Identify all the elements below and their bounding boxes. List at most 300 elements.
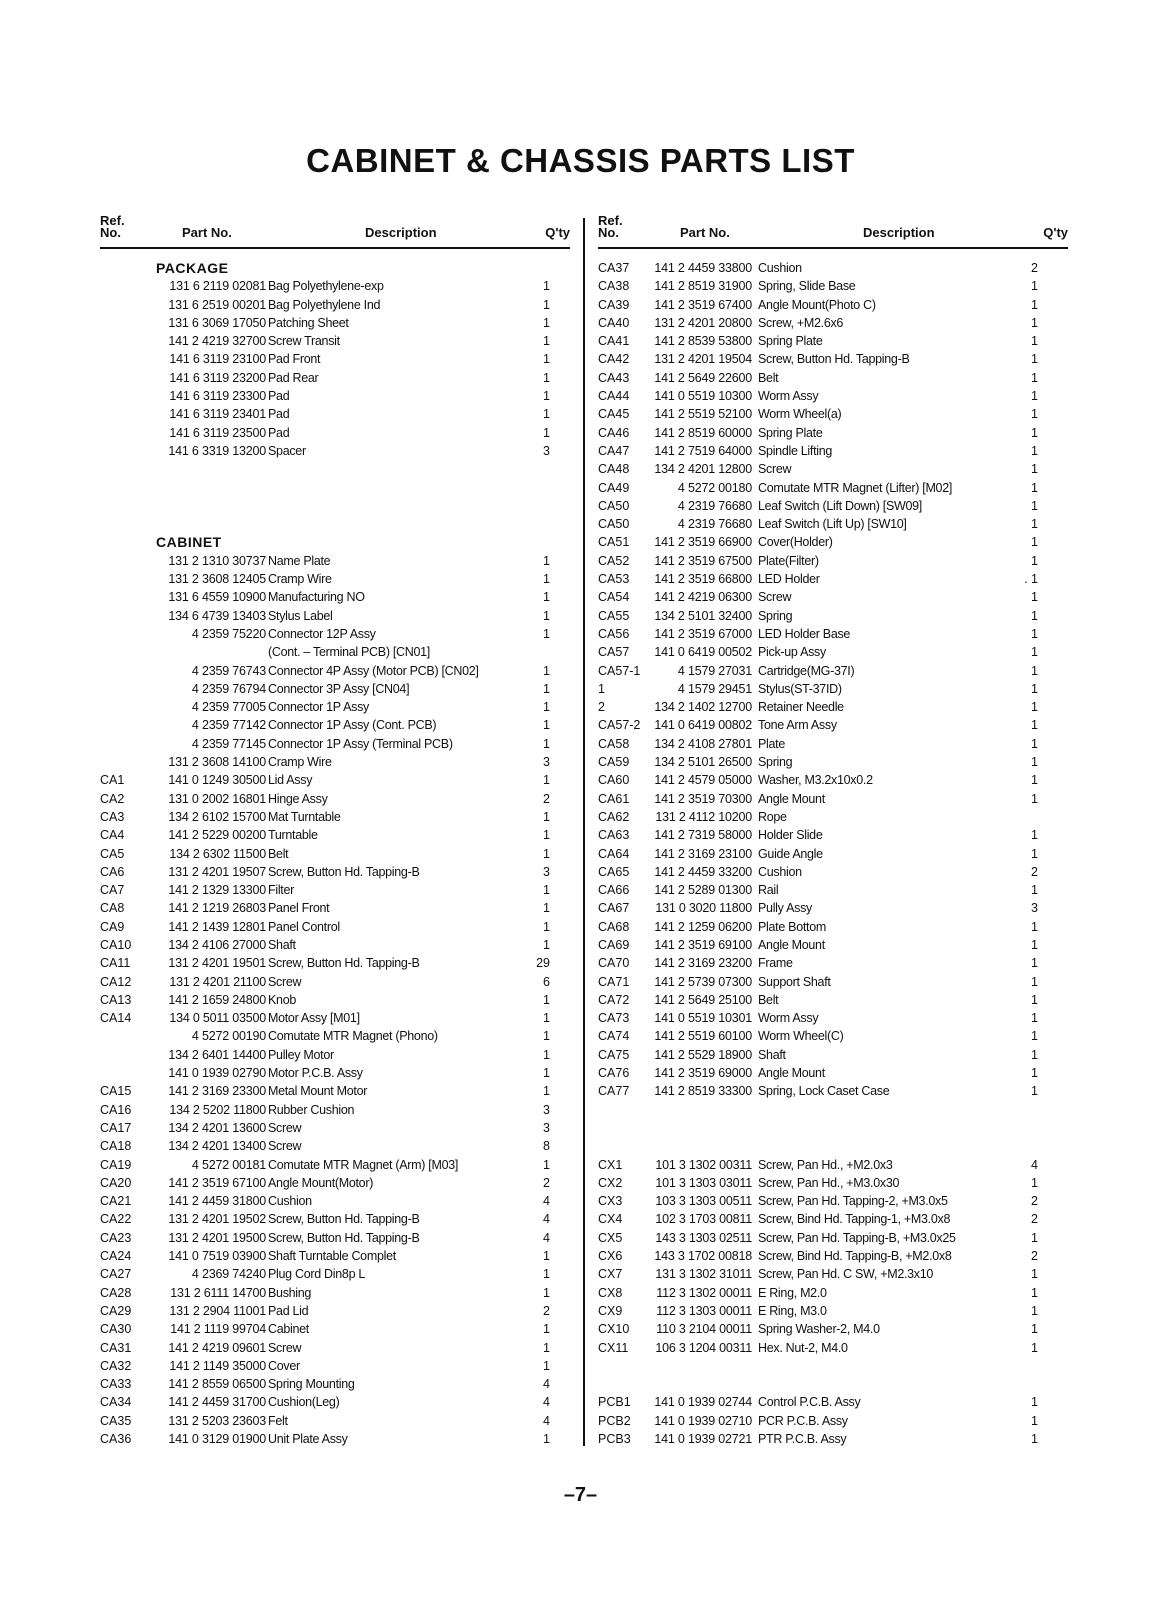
- table-row: [598, 552, 1068, 570]
- ref-cell: CA36: [100, 1432, 132, 1446]
- ref-cell: CX4: [598, 1212, 623, 1227]
- ref-cell: CA42: [598, 352, 630, 367]
- qty-cell: 1: [1031, 535, 1038, 550]
- part-no-cell: 134 2 5101 26500: [654, 755, 752, 770]
- description-cell: Spring Plate: [758, 425, 823, 440]
- qty-cell: 1: [543, 352, 550, 367]
- part-no-cell: 4 2369 74240: [191, 1267, 266, 1282]
- description-cell: Hex. Nut-2, M4.0: [758, 1340, 848, 1355]
- table-row: [598, 533, 1068, 551]
- part-no-cell: 4 2319 76680: [677, 498, 752, 513]
- part-no-cell: 141 2 1219 26803: [168, 901, 266, 916]
- qty-cell: 1: [1031, 1047, 1038, 1062]
- ref-cell: CA11: [100, 956, 131, 971]
- qty-cell: 1: [1031, 1395, 1038, 1410]
- qty-cell: 1: [1031, 791, 1038, 806]
- ref-cell: CA22: [100, 1212, 132, 1227]
- part-no-cell: 131 2 3608 12405: [168, 572, 266, 587]
- description-cell: Spring, Lock Caset Case: [758, 1084, 890, 1099]
- qty-cell: 2: [543, 1175, 550, 1190]
- part-no-cell: 141 6 3319 13200: [168, 443, 266, 458]
- ref-cell: CX11: [598, 1340, 629, 1355]
- part-no-cell: 131 6 2119 02081: [169, 279, 266, 294]
- description-cell: Screw: [758, 462, 792, 477]
- description-cell: Belt: [758, 370, 779, 385]
- ref-cell: CX10: [598, 1322, 630, 1337]
- part-no-cell: 131 2 3608 14100: [168, 755, 266, 770]
- part-no-cell: 101 3 1303 03011: [655, 1175, 752, 1190]
- ref-cell: CA37: [598, 261, 630, 275]
- ref-cell: CA72: [598, 992, 630, 1007]
- part-no-cell: 141 2 3519 67500: [654, 553, 752, 568]
- ref-cell: CA18: [100, 1139, 132, 1154]
- qty-cell: 1: [1031, 553, 1038, 568]
- table-row: [100, 552, 570, 570]
- part-no-cell: 101 3 1302 00311: [655, 1157, 752, 1172]
- table-row: [100, 1247, 570, 1265]
- description-cell: Unit Plate Assy: [268, 1432, 348, 1446]
- qty-cell: 3: [1031, 901, 1038, 916]
- qty-cell: 1: [543, 1066, 550, 1081]
- part-no-cell: 141 6 3119 23401: [169, 407, 266, 422]
- description-cell: Screw, Button Hd. Tapping-B: [268, 1212, 420, 1227]
- part-no-cell: 141 2 3519 70300: [654, 791, 752, 806]
- table-row: [598, 991, 1068, 1009]
- qty-cell: 1: [543, 681, 550, 696]
- qty-cell: 1: [543, 553, 550, 568]
- table-row: [100, 973, 570, 991]
- ref-cell: CA57: [598, 645, 630, 660]
- ref-cell: CA73: [598, 1011, 630, 1026]
- part-no-cell: 141 0 5519 10301: [654, 1011, 752, 1026]
- table-header: [598, 215, 1068, 247]
- part-no-cell: 141 6 3119 23100: [169, 352, 266, 367]
- ref-cell: CA59: [598, 755, 630, 770]
- part-no-cell: 141 2 4459 33200: [654, 864, 752, 879]
- part-no-cell: 141 2 4459 31700: [168, 1395, 266, 1410]
- table-row: [100, 643, 570, 661]
- table-row: [100, 1101, 570, 1119]
- header-qty: Q'ty: [545, 225, 570, 240]
- qty-cell: 3: [543, 755, 550, 770]
- description-cell: Pulley Motor: [268, 1047, 334, 1062]
- description-cell: Manufacturing NO: [268, 590, 365, 605]
- part-no-cell: 4 5272 00181: [191, 1157, 266, 1172]
- table-row: [598, 698, 1068, 716]
- description-cell: Plug Cord Din8p L: [268, 1267, 366, 1282]
- qty-cell: 1: [543, 370, 550, 385]
- part-no-cell: 134 2 5101 32400: [654, 608, 752, 623]
- description-cell: Connector 3P Assy [CN04]: [268, 681, 410, 696]
- description-cell: Cushion(Leg): [268, 1395, 340, 1410]
- ref-cell: CA51: [598, 535, 630, 550]
- description-cell: Control P.C.B. Assy: [758, 1395, 861, 1410]
- description-cell: Angle Mount: [758, 1066, 825, 1081]
- description-cell: Plate: [758, 736, 785, 751]
- description-cell: Connector 1P Assy: [268, 700, 369, 715]
- description-cell: Cushion: [758, 261, 802, 275]
- description-cell: Worm Assy: [758, 389, 819, 404]
- ref-cell: CA14: [100, 1011, 132, 1026]
- part-no-cell: 141 2 3519 67100: [168, 1175, 266, 1190]
- ref-cell: CX5: [598, 1230, 623, 1245]
- qty-cell: 29: [536, 956, 550, 971]
- qty-cell: 1: [1031, 1267, 1038, 1282]
- header-description: Description: [863, 225, 935, 240]
- qty-cell: 1: [1031, 1285, 1038, 1300]
- table-row: [598, 753, 1068, 771]
- part-no-cell: 110 3 2104 00011: [656, 1322, 752, 1337]
- qty-cell: 1: [543, 919, 550, 934]
- header-ref: Ref. No.: [598, 213, 623, 240]
- qty-cell: 4: [543, 1230, 550, 1245]
- part-no-cell: 141 0 6419 00802: [654, 718, 752, 733]
- table-row: [100, 1229, 570, 1247]
- description-cell: Screw, Bind Hd. Tapping-B, +M2.0x8: [758, 1249, 952, 1264]
- qty-cell: 1: [543, 901, 550, 916]
- description-cell: Pad Rear: [268, 370, 319, 385]
- table-row: [100, 936, 570, 954]
- description-cell: Mat Turntable: [268, 809, 341, 824]
- ref-cell: CX7: [598, 1267, 623, 1282]
- table-row: [598, 1046, 1068, 1064]
- table-row: [598, 1339, 1068, 1357]
- description-cell: Washer, M3.2x10x0.2: [758, 773, 873, 788]
- qty-cell: 1: [543, 315, 550, 330]
- qty-cell: 1: [1031, 1432, 1038, 1446]
- part-no-cell: 131 2 4201 19502: [168, 1212, 266, 1227]
- part-no-cell: 103 3 1303 00511: [655, 1194, 752, 1209]
- part-no-cell: 131 0 3020 11800: [655, 901, 752, 916]
- part-no-cell: 134 2 6401 14400: [168, 1047, 266, 1062]
- table-row: [598, 1009, 1068, 1027]
- row-spacer: [598, 1375, 1068, 1393]
- qty-cell: 1: [543, 1358, 550, 1373]
- table-row: [598, 1430, 1068, 1448]
- table-row: [100, 1265, 570, 1283]
- qty-cell: 1: [543, 700, 550, 715]
- table-row: [100, 1082, 570, 1100]
- qty-cell: . 1: [1024, 572, 1038, 587]
- table-row: [598, 662, 1068, 680]
- part-no-cell: 143 3 1702 00818: [654, 1249, 752, 1264]
- ref-cell: CA32: [100, 1358, 132, 1373]
- qty-cell: 1: [543, 883, 550, 898]
- qty-cell: 1: [1031, 828, 1038, 843]
- qty-cell: 1: [1031, 645, 1038, 660]
- qty-cell: 1: [543, 992, 550, 1007]
- row-spacer: [100, 515, 570, 533]
- header-rule: [598, 247, 1068, 249]
- table-row: [100, 735, 570, 753]
- ref-cell: CA9: [100, 919, 125, 934]
- table-row: [100, 863, 570, 881]
- table-row: [100, 442, 570, 460]
- table-row: [100, 991, 570, 1009]
- description-cell: Spring Plate: [758, 334, 823, 349]
- qty-cell: 1: [1031, 334, 1038, 349]
- qty-cell: 6: [543, 974, 550, 989]
- description-cell: Worm Wheel(C): [758, 1029, 844, 1044]
- qty-cell: 1: [543, 279, 550, 294]
- part-no-cell: 102 3 1703 00811: [655, 1212, 752, 1227]
- part-no-cell: 131 6 4559 10900: [168, 590, 266, 605]
- ref-cell: CA13: [100, 992, 132, 1007]
- qty-cell: 1: [1031, 1413, 1038, 1428]
- ref-cell: CA77: [598, 1084, 630, 1099]
- part-no-cell: 141 2 1259 06200: [654, 919, 752, 934]
- table-row: [100, 1156, 570, 1174]
- description-cell: Screw, Pan Hd. Tapping-B, +M3.0x25: [758, 1230, 956, 1245]
- part-no-cell: 141 2 3519 66800: [654, 572, 752, 587]
- qty-cell: 1: [1031, 974, 1038, 989]
- table-row: [100, 662, 570, 680]
- table-row: [100, 899, 570, 917]
- part-no-cell: 141 2 3519 67400: [654, 297, 752, 312]
- ref-cell: 2: [598, 700, 605, 715]
- description-cell: Spindle Lifting: [758, 443, 833, 458]
- column-divider: [583, 218, 585, 1446]
- ref-cell: CA16: [100, 1102, 132, 1117]
- ref-cell: CA76: [598, 1066, 630, 1081]
- description-cell: Comutate MTR Magnet (Lifter) [M02]: [758, 480, 953, 495]
- part-no-cell: 141 2 5739 07300: [654, 974, 752, 989]
- description-cell: Motor P.C.B. Assy: [268, 1066, 363, 1081]
- qty-cell: 1: [543, 626, 550, 641]
- qty-cell: 1: [1031, 755, 1038, 770]
- description-cell: Belt: [758, 992, 779, 1007]
- description-cell: Panel Control: [268, 919, 340, 934]
- table-row: [100, 314, 570, 332]
- description-cell: E Ring, M3.0: [758, 1303, 827, 1318]
- qty-cell: 1: [1031, 773, 1038, 788]
- ref-cell: CA28: [100, 1285, 132, 1300]
- part-no-cell: 106 3 1204 00311: [655, 1340, 752, 1355]
- row-spacer: [598, 1137, 1068, 1155]
- table-row: [598, 1284, 1068, 1302]
- description-cell: Cushion: [268, 1194, 312, 1209]
- part-no-cell: 4 2359 75220: [191, 626, 266, 641]
- qty-cell: 1: [543, 773, 550, 788]
- description-cell: Bag Polyethylene Ind: [268, 297, 381, 312]
- table-row: [598, 1320, 1068, 1338]
- part-no-cell: 112 3 1303 00011: [656, 1303, 752, 1318]
- description-cell: Screw, Bind Hd. Tapping-1, +M3.0x8: [758, 1212, 951, 1227]
- part-no-cell: 141 2 4579 05000: [654, 773, 752, 788]
- ref-cell: PCB3: [598, 1432, 631, 1446]
- ref-cell: CA33: [100, 1377, 132, 1392]
- part-no-cell: 141 2 5229 00200: [168, 828, 266, 843]
- table-row: [100, 1320, 570, 1338]
- description-cell: Connector 12P Assy: [268, 626, 376, 641]
- qty-cell: 1: [1031, 919, 1038, 934]
- ref-cell: CA46: [598, 425, 630, 440]
- part-no-cell: 131 2 4201 19501: [168, 956, 266, 971]
- qty-cell: 1: [543, 1322, 550, 1337]
- table-row: [598, 277, 1068, 295]
- qty-cell: 1: [1031, 389, 1038, 404]
- qty-cell: 1: [1031, 425, 1038, 440]
- table-row: [100, 1393, 570, 1411]
- qty-cell: 1: [543, 608, 550, 623]
- qty-cell: 1: [1031, 681, 1038, 696]
- description-cell: Cover(Holder): [758, 535, 833, 550]
- description-cell: Cramp Wire: [268, 572, 332, 587]
- ref-cell: CA50: [598, 498, 630, 513]
- part-no-cell: 141 2 3519 69100: [654, 937, 752, 952]
- table-row: [100, 790, 570, 808]
- description-cell: Filter: [268, 883, 294, 898]
- table-row: [100, 1119, 570, 1137]
- table-row: [598, 1302, 1068, 1320]
- ref-cell: CA10: [100, 937, 132, 952]
- header-qty: Q'ty: [1043, 225, 1068, 240]
- table-row: [598, 973, 1068, 991]
- part-no-cell: 4 2319 76680: [677, 517, 752, 532]
- description-cell: Leaf Switch (Lift Up) [SW10]: [758, 517, 907, 532]
- table-row: [598, 369, 1068, 387]
- table-row: [598, 625, 1068, 643]
- qty-cell: 1: [543, 1249, 550, 1264]
- description-cell: Pad: [268, 425, 290, 440]
- qty-cell: 4: [543, 1395, 550, 1410]
- table-row: [100, 296, 570, 314]
- description-cell: Patching Sheet: [268, 315, 349, 330]
- description-cell: Guide Angle: [758, 846, 823, 861]
- part-no-cell: 141 2 1149 35000: [169, 1358, 266, 1373]
- qty-cell: 2: [1031, 1249, 1038, 1264]
- qty-cell: 2: [1031, 1212, 1038, 1227]
- ref-cell: CA75: [598, 1047, 630, 1062]
- ref-cell: CA12: [100, 974, 132, 989]
- qty-cell: 1: [1031, 956, 1038, 971]
- qty-cell: 3: [543, 1120, 550, 1135]
- ref-cell: CA65: [598, 864, 630, 879]
- qty-cell: 1: [543, 572, 550, 587]
- ref-cell: CA64: [598, 846, 630, 861]
- table-row: [598, 716, 1068, 734]
- description-cell: Pad Front: [268, 352, 321, 367]
- description-cell: Screw, Button Hd. Tapping-B: [268, 864, 420, 879]
- part-no-cell: 143 3 1303 02511: [655, 1230, 752, 1245]
- qty-cell: 1: [1031, 1084, 1038, 1099]
- page-number: –7–: [563, 1484, 598, 1506]
- part-no-cell: 134 2 4201 13600: [168, 1120, 266, 1135]
- qty-cell: 8: [543, 1139, 550, 1154]
- part-no-cell: 141 6 3119 23200: [169, 370, 266, 385]
- table-row: [598, 314, 1068, 332]
- qty-cell: 1: [1031, 1029, 1038, 1044]
- description-cell: Metal Mount Motor: [268, 1084, 368, 1099]
- part-no-cell: 4 1579 27031: [677, 663, 752, 678]
- table-row: [100, 1174, 570, 1192]
- table-row: [598, 424, 1068, 442]
- part-no-cell: 141 2 3519 69000: [654, 1066, 752, 1081]
- ref-cell: 1: [598, 681, 605, 696]
- table-row: [100, 1046, 570, 1064]
- qty-cell: 1: [543, 1285, 550, 1300]
- ref-cell: CA35: [100, 1413, 132, 1428]
- description-cell: Rail: [758, 883, 779, 898]
- part-no-cell: 131 2 2904 11001: [169, 1303, 266, 1318]
- table-row: [598, 1265, 1068, 1283]
- description-cell: Leaf Switch (Lift Down) [SW09]: [758, 498, 922, 513]
- description-cell: Cramp Wire: [268, 755, 332, 770]
- ref-cell: CA69: [598, 937, 630, 952]
- ref-cell: CA74: [598, 1029, 630, 1044]
- table-row: [598, 808, 1068, 826]
- qty-cell: 1: [1031, 1066, 1038, 1081]
- part-no-cell: 131 2 4201 21100: [169, 974, 266, 989]
- table-row: [598, 1229, 1068, 1247]
- qty-cell: 1: [1031, 370, 1038, 385]
- table-row: [100, 387, 570, 405]
- part-no-cell: 141 2 8519 31900: [654, 279, 752, 294]
- description-cell: Pully Assy: [758, 901, 812, 916]
- ref-cell: CA71: [598, 974, 630, 989]
- part-no-cell: 4 5272 00190: [191, 1029, 266, 1044]
- table-row: [598, 826, 1068, 844]
- table-row: [100, 698, 570, 716]
- table-row: [598, 918, 1068, 936]
- table-row: [598, 790, 1068, 808]
- ref-cell: CA58: [598, 736, 630, 751]
- qty-cell: 1: [543, 1157, 550, 1172]
- table-header: [100, 215, 570, 247]
- description-cell: Pick-up Assy: [758, 645, 826, 660]
- ref-cell: CA66: [598, 883, 630, 898]
- qty-cell: 1: [1031, 626, 1038, 641]
- description-cell: LED Holder: [758, 572, 820, 587]
- ref-cell: CA53: [598, 572, 630, 587]
- table-row: [598, 1064, 1068, 1082]
- description-cell: Rope: [758, 809, 787, 824]
- description-cell: Screw: [268, 1139, 302, 1154]
- table-row: [100, 826, 570, 844]
- qty-cell: 1: [1031, 590, 1038, 605]
- ref-cell: CA40: [598, 315, 630, 330]
- qty-cell: 1: [543, 1029, 550, 1044]
- description-cell: Spacer: [268, 443, 306, 458]
- table-row: [100, 1357, 570, 1375]
- part-no-cell: 131 0 2002 16801: [168, 791, 266, 806]
- table-row: [100, 881, 570, 899]
- description-cell: PTR P.C.B. Assy: [758, 1432, 847, 1446]
- table-row: [100, 1412, 570, 1430]
- ref-cell: CA41: [598, 334, 630, 349]
- ref-cell: CA61: [598, 791, 630, 806]
- ref-cell: CX8: [598, 1285, 623, 1300]
- ref-cell: CA3: [100, 809, 125, 824]
- qty-cell: 1: [1031, 992, 1038, 1007]
- qty-cell: 2: [543, 1303, 550, 1318]
- qty-cell: 1: [543, 1340, 550, 1355]
- header-ref: Ref. No.: [100, 213, 125, 240]
- qty-cell: 4: [543, 1377, 550, 1392]
- table-row: [598, 680, 1068, 698]
- table-row: [100, 588, 570, 606]
- part-no-cell: 141 2 8539 53800: [654, 334, 752, 349]
- part-no-cell: 141 2 1119 99704: [170, 1322, 266, 1337]
- qty-cell: 4: [1031, 1157, 1038, 1172]
- description-cell: Name Plate: [268, 553, 331, 568]
- description-cell: Belt: [268, 846, 289, 861]
- part-no-cell: 134 2 6302 11500: [169, 846, 266, 861]
- description-cell: E Ring, M2.0: [758, 1285, 827, 1300]
- description-cell: Screw, Button Hd. Tapping-B: [268, 956, 420, 971]
- qty-cell: 1: [1031, 352, 1038, 367]
- qty-cell: 1: [1031, 1175, 1038, 1190]
